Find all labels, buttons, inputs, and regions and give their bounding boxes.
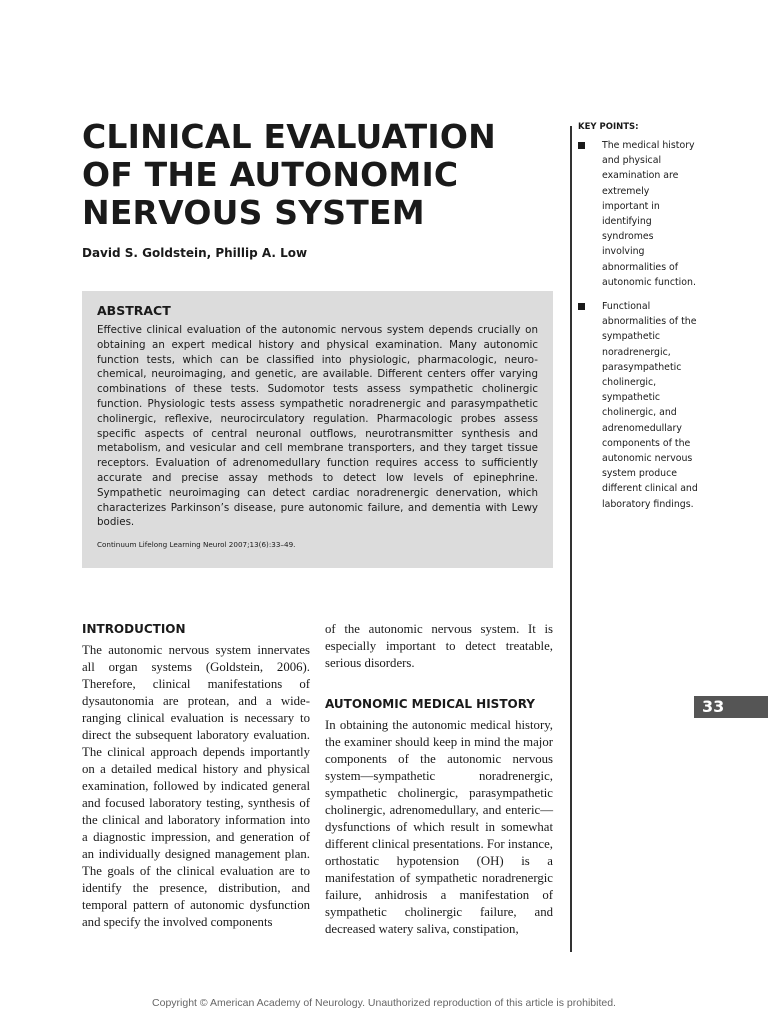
- sidebar-divider: [570, 126, 572, 952]
- page-number-tab: 33: [694, 696, 768, 718]
- abstract-heading: ABSTRACT: [97, 303, 171, 318]
- abstract-box: [82, 291, 553, 568]
- title-line: OF THE AUTONOMIC: [82, 155, 459, 194]
- key-points-sidebar: [578, 122, 698, 521]
- key-points-title: KEY POINTS:: [578, 122, 639, 132]
- history-heading: AUTONOMIC MEDICAL HISTORY: [325, 697, 535, 711]
- introduction-heading: INTRODUCTION: [82, 622, 186, 636]
- key-point-item: [578, 299, 698, 512]
- copyright-footer: Copyright © American Academy of Neurology. Unauthorized reproduction of this article is prohibited.: [152, 997, 616, 1009]
- introduction-continued-paragraph: of the autonomic nervous system. It is especially important to detect treatable, serious disorders.: [325, 622, 553, 670]
- body-column-left: [82, 621, 310, 931]
- body-column-right: [325, 621, 553, 938]
- square-bullet-icon: [578, 303, 585, 310]
- square-bullet-icon: [578, 142, 585, 149]
- key-point-item: [578, 138, 698, 290]
- key-point-text: Functional abnormalities of the sympathetic noradrenergic, parasympathetic cholinergic, sympathetic cholinergic, and adrenomedullary components of the autonomic nervous system produce different clinical and laboratory findings.: [602, 301, 698, 510]
- key-point-text: The medical history and physical examination are extremely important in identifying syndromes involving abnormalities of autonomic function.: [602, 140, 696, 288]
- article-authors: David S. Goldstein, Phillip A. Low: [82, 246, 308, 260]
- title-line: CLINICAL EVALUATION: [82, 117, 496, 156]
- abstract-text: Effective clinical evaluation of the autonomic nervous system depends crucially on obtaining an expert medical history and physical examination. Many autonomic function tests, which can be classified into physiologic, pharmacologic, neuro-chemical, neuroimaging, and genetic, are available. Different centers offer varying combinations of these tests. Sudomotor tests assess sympathetic cholinergic function. Physiologic tests assess sympathetic noradrenergic and parasympathetic cholinergic, reflexive, neurocirculatory regulation. Pharmacologic probes assess specific aspects of central neuronal outflows, neurotransmitter synthesis and metabolism, and vesicular and cell membrane transporters, and they target tissue receptors. Evaluation of adrenomedullary function requires access to sufficiently accurate and precise assay methods to detect low levels of epinephrine. Sympathetic neuroimaging can detect cardiac noradrenergic denervation, which characterizes Parkinson’s disease, pure autonomic failure, and dementia with Lewy bodies.: [97, 324, 538, 529]
- history-paragraph: In obtaining the autonomic medical history, the examiner should keep in mind the major components of the autonomic nervous system—sympathetic noradrenergic, sympathetic cholinergic, parasympathetic cholinergic, adrenomedullary, and enteric—dysfunctions of which result in somewhat different clinical presentations. For instance, orthostatic hypotension (OH) is a manifestation of sympathetic noradrenergic failure, anhidrosis a manifestation of sympathetic cholinergic failure, and decreased watery saliva, constipation,: [325, 718, 553, 936]
- abstract-citation: Continuum Lifelong Learning Neurol 2007;13(6):33–49.: [97, 540, 296, 550]
- introduction-paragraph: The autonomic nervous system innervates all organ systems (Goldstein, 2006). Therefore, clinical manifestations of dysautonomia are protean, and a wide-ranging clinical evaluation is necessary to direct the subsequent laboratory evaluation. The clinical approach depends importantly on a detailed medical history and physical examination, followed by indicated general and focused laboratory testing, synthesis of the clinical and laboratory information into a diagnostic impression, and generation of an individually designed management plan. The goals of the clinical evaluation are to identify the presence, distribution, and temporal pattern of autonomic dysfunction and specify the involved components: [82, 643, 310, 929]
- article-title: [82, 118, 552, 232]
- title-line: NERVOUS SYSTEM: [82, 193, 425, 232]
